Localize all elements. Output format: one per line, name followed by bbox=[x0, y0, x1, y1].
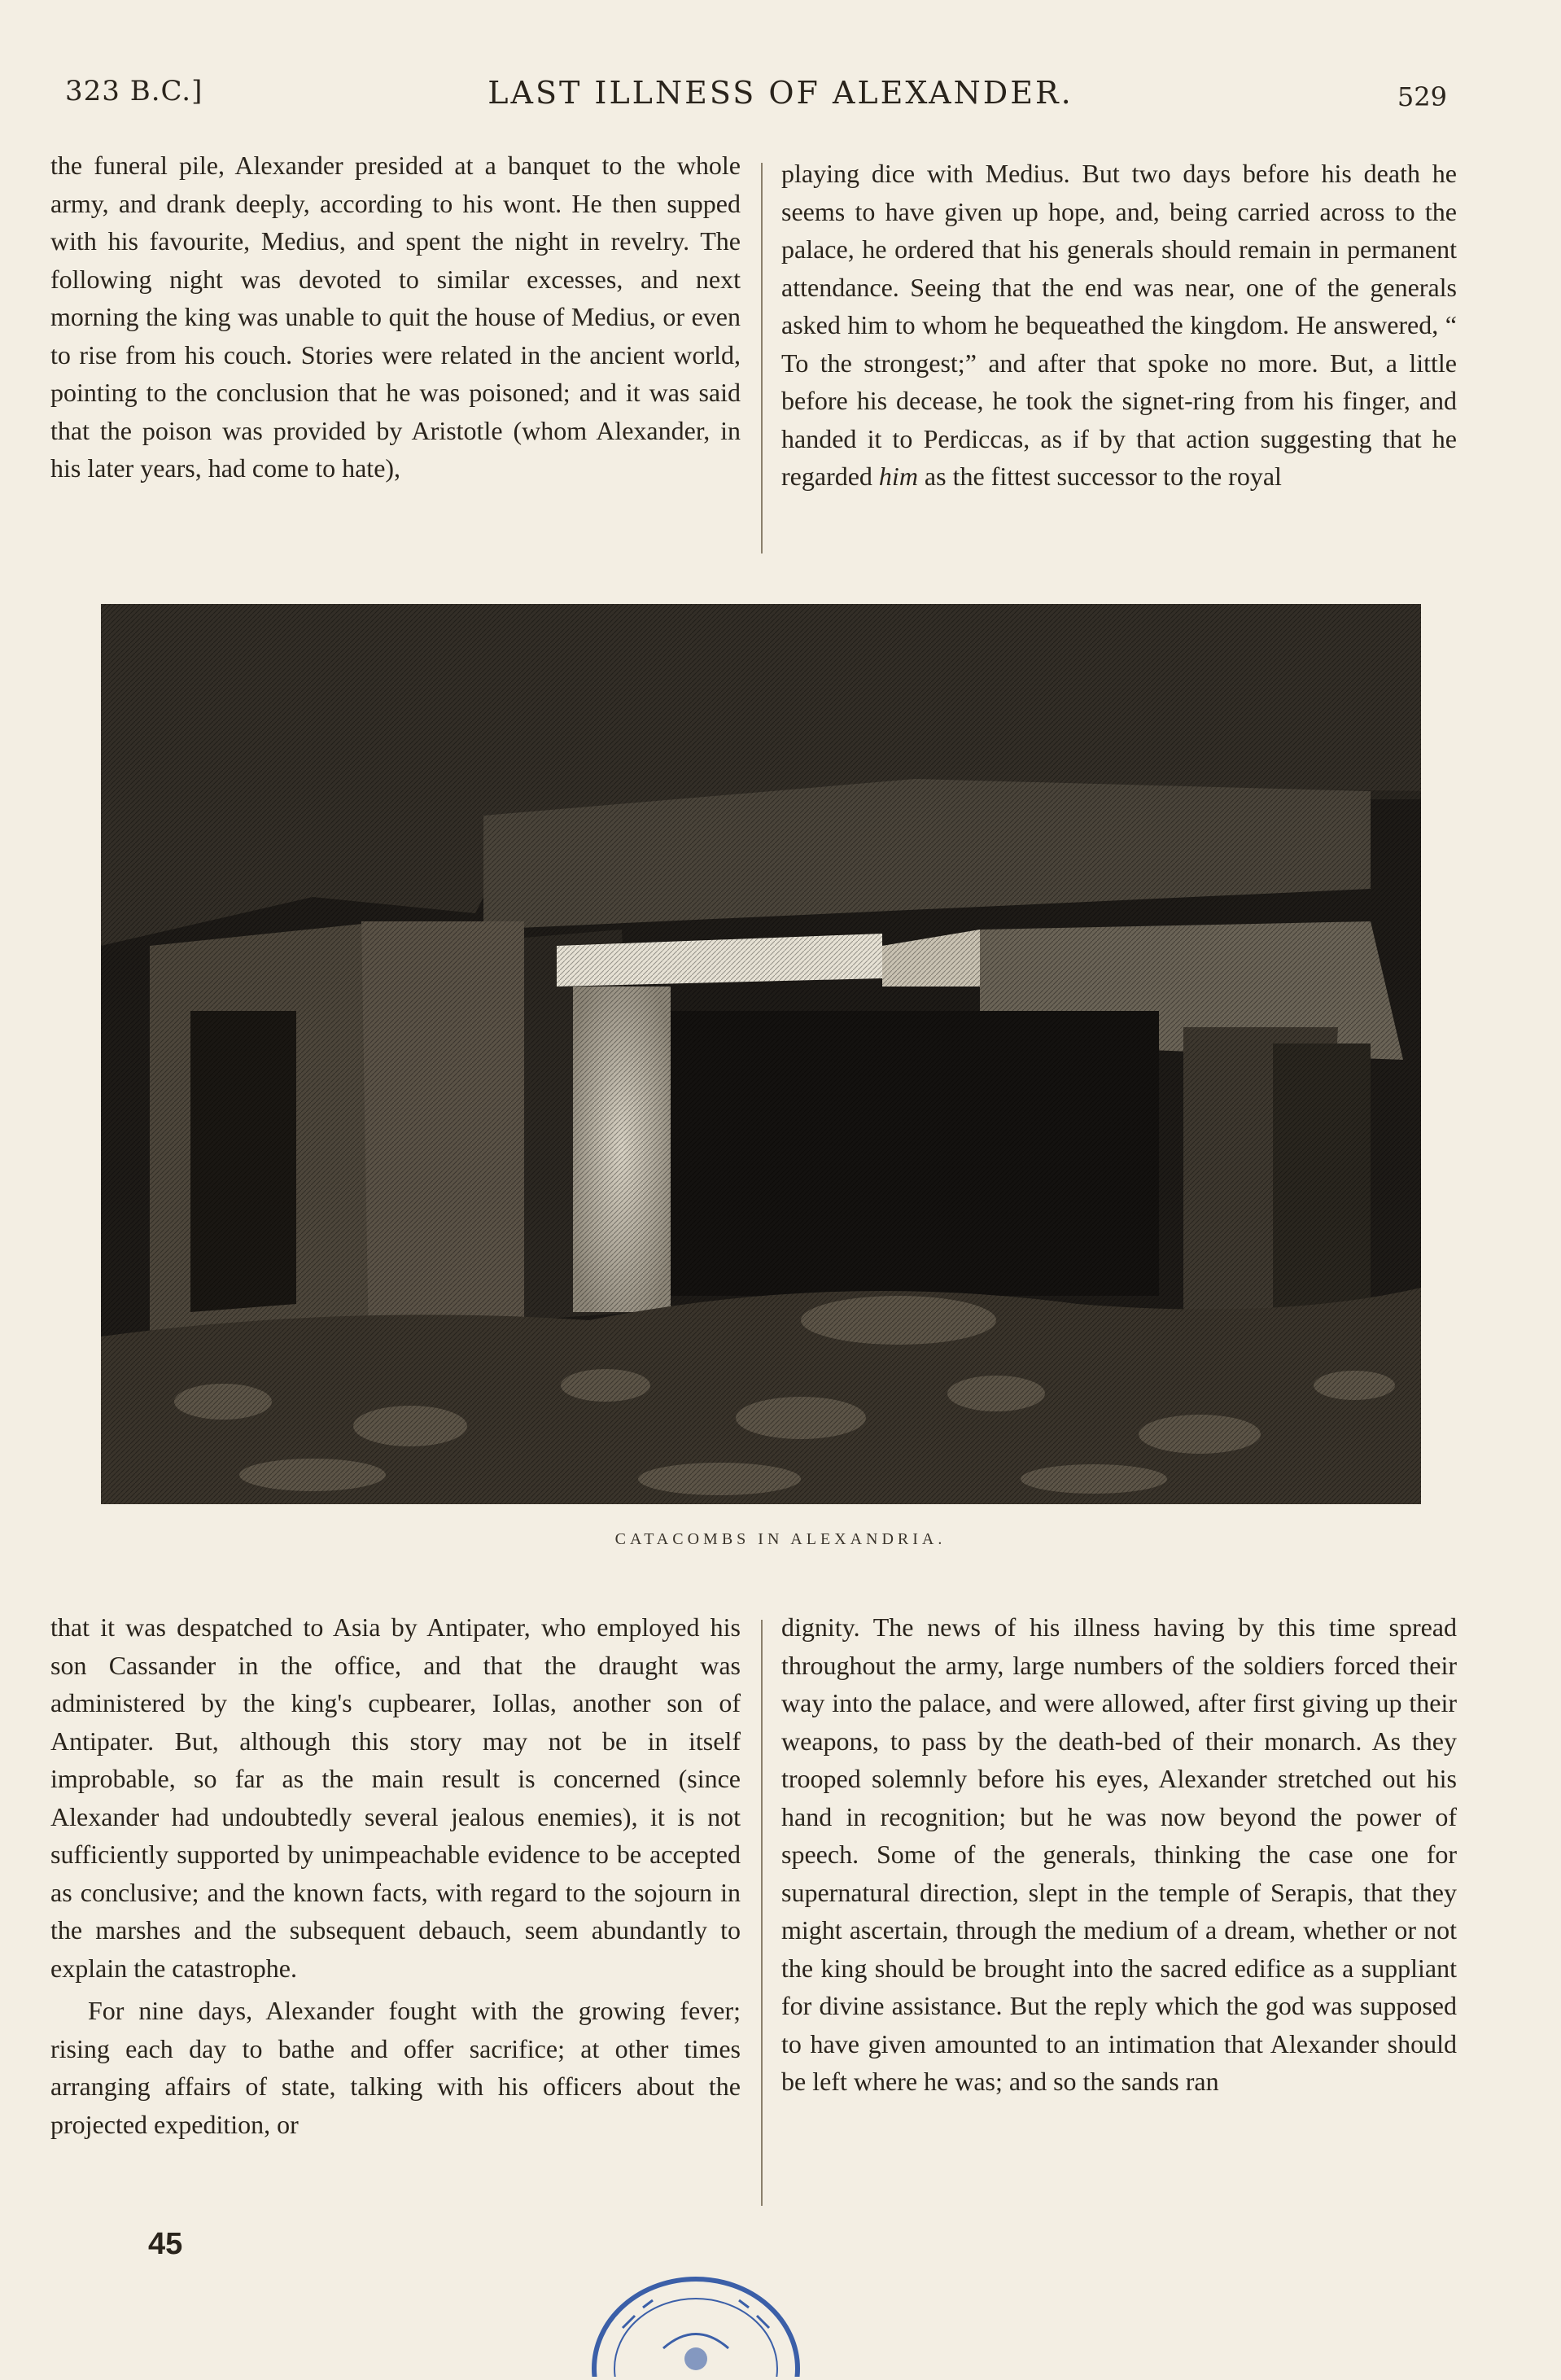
paragraph: the funeral pile, Alexander presided at a banquet to the whole army, and drank deeply, according to his wont. He then supped with his favourite, Medius, and spent the night in revelry. The following night was devoted to similar excesses, and next morning the king was unable to quit the house of Medius, or even to rise from his couch. Stories were related in the ancient world, pointing to the conclusion that he was poisoned; and it was said that the poison was provided by Aristotle (whom Alexander, in his later years, had come to hate), bbox=[50, 151, 741, 483]
library-stamp bbox=[586, 2271, 806, 2377]
text-column-bottom-right bbox=[781, 1608, 1457, 2211]
engraving-illustration-icon bbox=[101, 604, 1421, 1504]
text-column-top-left bbox=[50, 147, 741, 570]
page-title: LAST ILLNESS OF ALEXANDER. bbox=[488, 75, 1073, 111]
library-stamp-icon bbox=[586, 2271, 806, 2377]
catacombs-engraving bbox=[101, 604, 1421, 1504]
running-header bbox=[0, 67, 1561, 116]
paragraph: dignity. The news of his illness having by this time spread throughout the army, large numbers of the soldiers forced their way into the palace, and were allowed, after first giving up their weapons, to pass by the death-bed of their monarch. As they trooped solemnly before his eyes, Alexander stretched out his hand in recognition; but he was now beyond the power of speech. Some of the generals, thinking the case one for supernatural direction, slept in the temple of Serapis, that they might ascertain, through the medium of a dream, whether or not the king should be brought into the sacred edifice as a suppliant for divine assistance. But the reply which the god was supposed to have given amounted to an intimation that Alexander should be left where he was; and so the sands ran bbox=[781, 1612, 1457, 2096]
stamp-lettering bbox=[806, 2271, 807, 2272]
paragraph bbox=[781, 155, 1457, 496]
paragraph: that it was despatched to Asia by Antipater, who employed his son Cassander in the office, and that the draught was administered by the king's cupbearer, Iollas, another son of Antipater. But, although this story may not be in itself improbable, so far as the main result is concerned (since Alexander had undoubtedly several jealous enemies), it is not sufficiently supported by unimpeachable evidence to be accepted as conclusive; and the known facts, with regard to the sojourn in the marshes and the subsequent debauch, seem abundantly to explain the catastrophe. bbox=[50, 1612, 741, 1983]
text-run: as the fittest successor to the royal bbox=[917, 462, 1282, 491]
column-divider bbox=[761, 1620, 763, 2206]
figure-caption: CATACOMBS IN ALEXANDRIA. bbox=[614, 1530, 947, 1548]
italic-word: him bbox=[878, 462, 918, 491]
paragraph: For nine days, Alexander fought with the growing fever; rising each day to bathe and offer sacrifice; at other times arranging affairs of state, talking with his officers about the projected expedition, or bbox=[50, 1996, 741, 2139]
text-column-bottom-left bbox=[50, 1608, 741, 2227]
text-column-top-right bbox=[781, 155, 1457, 570]
page-number: 529 bbox=[1397, 81, 1447, 112]
text-run: playing dice with Medius. But two days before his death he seems to have given up hope, and, being carried across to the palace, he ordered that his generals should remain in permanent attendance. Seeing that the end was near, one of the generals asked him to whom he bequeathed the kingdom. He answered, “ To the strongest;” and after that spoke no more. But, a little before his decease, he took the signet-ring from his finger, and handed it to Perdiccas, as if by that action suggesting that he regarded bbox=[781, 159, 1457, 491]
signature-mark: 45 bbox=[148, 2227, 183, 2261]
date-reference: 323 B.C.] bbox=[65, 75, 203, 107]
column-divider bbox=[761, 163, 763, 553]
